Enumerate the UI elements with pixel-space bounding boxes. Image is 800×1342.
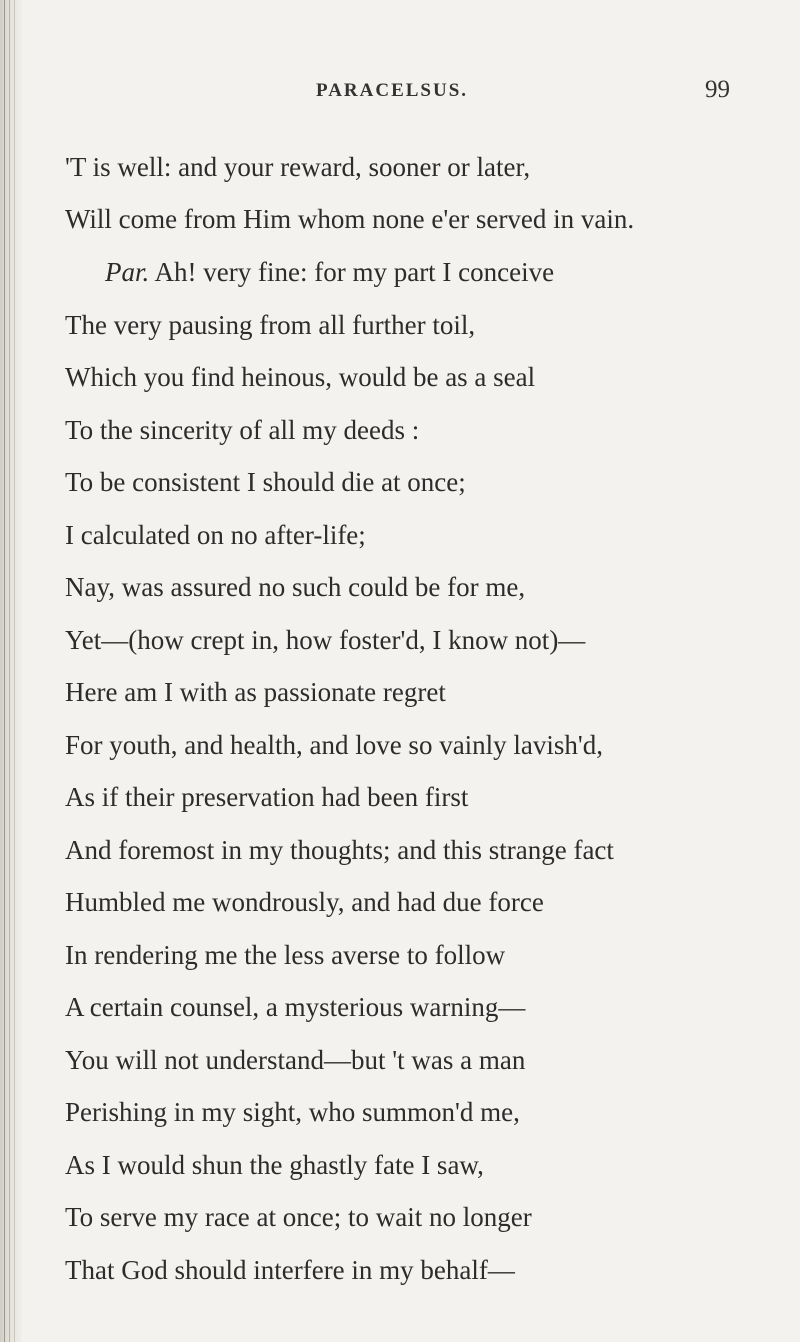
page-header (0, 76, 800, 110)
running-head: PARACELSUS. (316, 80, 469, 101)
verse-line: Here am I with as passionate regret (65, 677, 446, 707)
verse-line: Nay, was assured no such could be for me, (65, 572, 526, 602)
verse-line: You will not understand—but 't was a man (65, 1045, 526, 1075)
verse-line: As I would shun the ghastly fate I saw, (65, 1150, 484, 1180)
verse-line: The very pausing from all further toil, (65, 310, 476, 340)
page-gutter (0, 0, 22, 1342)
verse-line: To the sincerity of all my deeds : (65, 415, 420, 445)
verse-line: As if their preservation had been first (65, 782, 469, 812)
verse-line: Perishing in my sight, who summon'd me, (65, 1097, 520, 1127)
verse-line: Yet—(how crept in, how foster'd, I know not)— (65, 625, 586, 655)
verse-line: A certain counsel, a mysterious warning— (65, 992, 526, 1022)
verse-line-text: Ah! very fine: for my part I conceive (154, 257, 555, 287)
verse-line: Will come from Him whom none e'er served in vain. (65, 204, 635, 234)
speaker-label: Par. (105, 257, 150, 287)
verse-line: That God should interfere in my behalf— (65, 1255, 515, 1285)
verse-line: To be consistent I should die at once; (65, 467, 466, 497)
verse-line: For youth, and health, and love so vainly lavish'd, (65, 730, 604, 760)
binding-line (4, 0, 5, 1342)
page-number: 99 (705, 76, 730, 103)
binding-line (9, 0, 10, 1342)
binding-line (14, 0, 15, 1342)
verse-line: Which you find heinous, would be as a seal (65, 362, 536, 392)
verse-line: To serve my race at once; to wait no longer (65, 1202, 532, 1232)
verse-line: And foremost in my thoughts; and this strange fact (65, 835, 614, 865)
verse-line-with-speaker (105, 256, 554, 288)
verse-line: Humbled me wondrously, and had due force (65, 887, 544, 917)
verse-line: I calculated on no after-life; (65, 520, 366, 550)
verse-line: 'T is well: and your reward, sooner or later, (65, 152, 531, 182)
verse-line: In rendering me the less averse to follow (65, 940, 506, 970)
